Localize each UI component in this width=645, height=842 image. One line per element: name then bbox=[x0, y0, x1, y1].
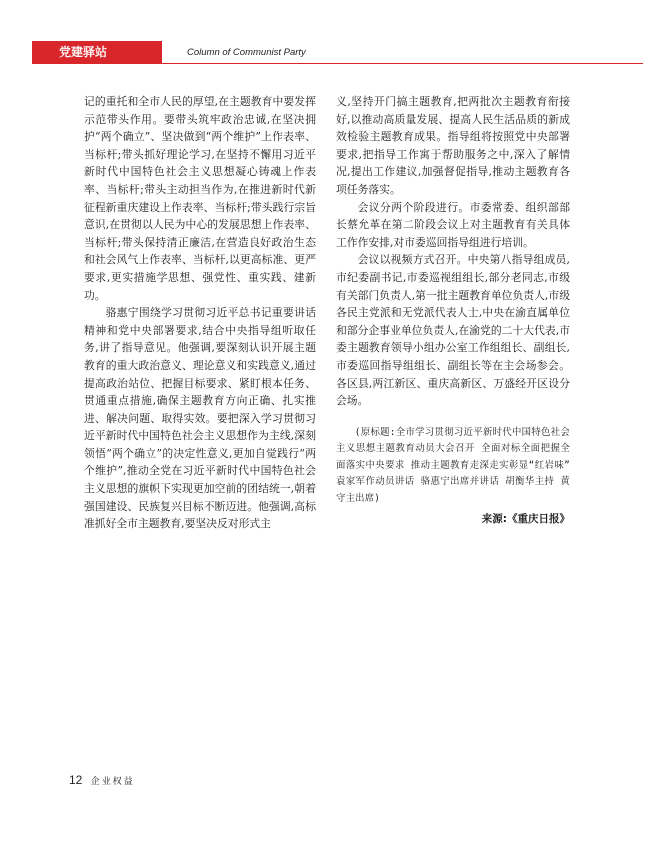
article-paragraph: 骆惠宁围绕学习贯彻习近平总书记重要讲话精神和党中央部署要求,结合中央指导组听取任务,讲了指导意见。他强调,要深刻认识开展主题教育的重大政治意义、理论意义和实践意义,通过提高政治站位、把握目标要求、紧盯根本任务、贯通重点措施,确保主题教育方向正确、扎实推进、解决问题、取得实效。要把深入学习贯彻习近平新时代中国特色社会主义思想作为主线,深刻领悟“两个确立”的决定性意义,更加自觉践行“两个维护”,推动全党在习近平新时代中国特色社会主义思想的旗帜下实现更加空前的团结统一,朝着强国建设、民族复兴目标不断迈进。他强调,高标准抓好全市主题教育,要坚决反对形式主 bbox=[84, 306, 316, 531]
article-column-right bbox=[336, 93, 570, 528]
page-number: 12 bbox=[69, 773, 83, 787]
section-title-en: Column of Communist Party bbox=[187, 47, 306, 58]
article-paragraph: 会议以视频方式召开。中央第八指导组成员,市纪委副书记,市委巡视组组长,部分老同志,市级有关部门负责人,第一批主题教育单位负责人,市级各民主党派和无党派代表人士,中央在渝直属单位和部分企事业单位负责人,在渝党的二十大代表,市委主题教育领导小组办公室工作组组长、副组长,市委巡回指导组组长、副组长等在主会场参会。各区县,两江新区、重庆高新区、万盛经开区设分会场。 bbox=[336, 253, 570, 408]
magazine-name: 企业权益 bbox=[90, 777, 135, 787]
header-divider bbox=[162, 63, 643, 64]
section-tab: 党建驿站 bbox=[32, 41, 153, 64]
article-paragraph: 会议分两个阶段进行。市委常委、组织部部长蔡允革在第二阶段会议上对主题教育有关具体工作作安排,对市委巡回指导组进行培训。 bbox=[336, 200, 570, 249]
section-header bbox=[32, 41, 643, 64]
original-title-note: (原标题:全市学习贯彻习近平新时代中国特色社会主义思想主题教育动员大会召开 全面对标全面把握全面落实中央要求 推动主题教育走深走实彰显“红岩味” 袁家军作动员讲话 骆惠宁出席并讲话 胡衡华主持 黄守主出席) bbox=[336, 426, 570, 505]
section-tab-notch bbox=[153, 41, 162, 64]
page-footer bbox=[69, 773, 135, 787]
article-source: 来源:《重庆日报》 bbox=[481, 512, 570, 525]
article-paragraph: 记的重托和全市人民的厚望,在主题教育中要发挥示范带头作用。要带头筑牢政治忠诚,在坚决拥护“两个确立”、坚决做到“两个维护”上作表率、当标杆;带头抓好理论学习,在坚持不懈用习近平新时代中国特色社会主义思想凝心铸魂上作表率、当标杆;带头主动担当作为,在推进新时代新征程新重庆建设上作表率、当标杆;带头践行宗旨意识,在贯彻以人民为中心的发展思想上作表率、当标杆;带头保持清正廉洁,在营造良好政治生态和社会风气上作表率、当标杆,以更高标准、更严要求,更实措施学思想、强党性、重实践、建新功。 bbox=[84, 95, 316, 302]
article-column-left bbox=[84, 93, 316, 533]
article-paragraph: 义,坚持开门搞主题教育,把两批次主题教育衔接好,以推动高质量发展、提高人民生活品质的新成效检验主题教育成果。指导组将按照党中央部署要求,把指导工作寓于帮助服务之中,深入了解情况,提出工作建议,加强督促指导,推动主题教育各项任务落实。 bbox=[336, 95, 570, 196]
